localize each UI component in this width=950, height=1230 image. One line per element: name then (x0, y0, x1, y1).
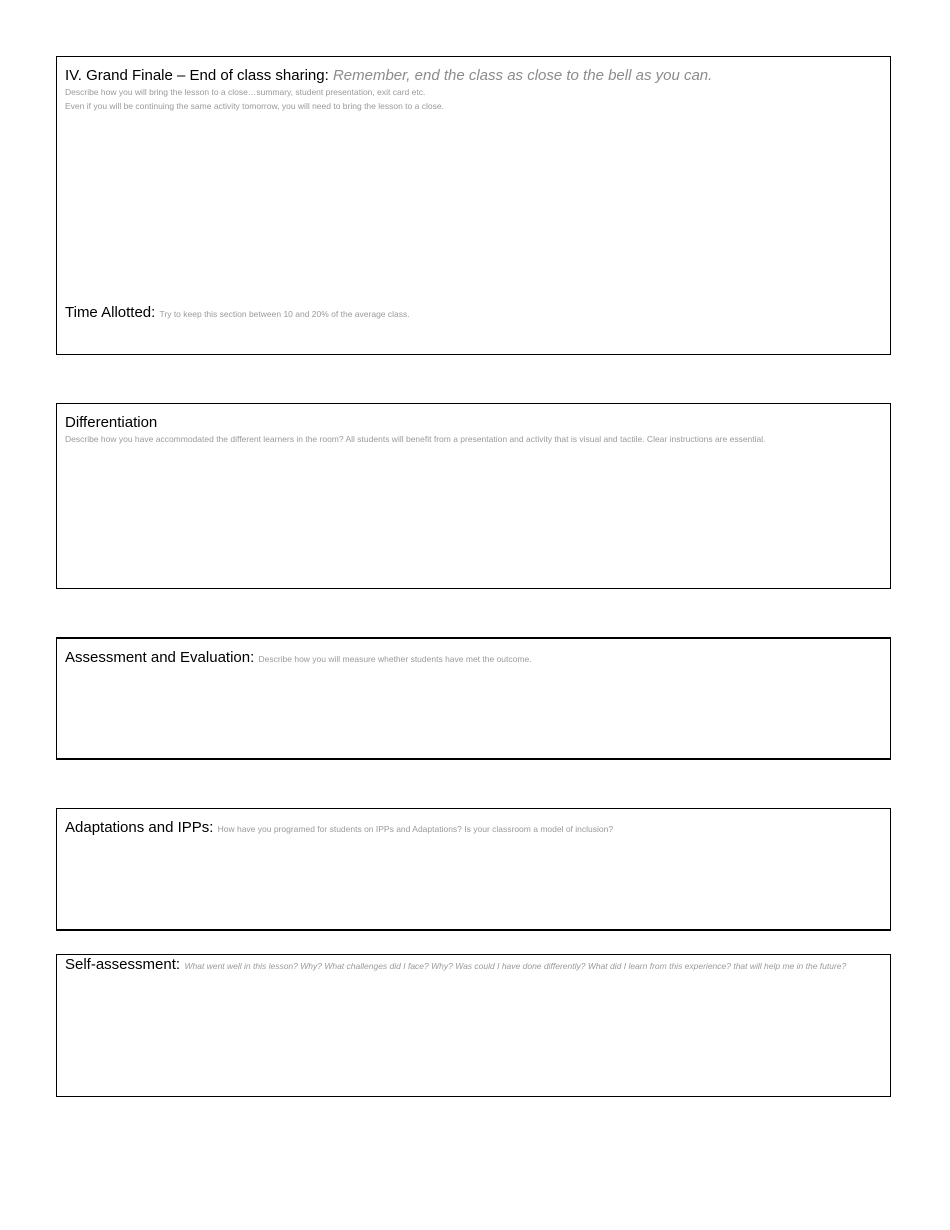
adaptations-heading (65, 819, 613, 837)
assessment-title: Assessment and Evaluation: (65, 649, 255, 666)
self-assessment-note: What went well in this lesson? Why? What challenges did I face? Why? Was could I have done differently? What did I learn from this experience? that will help me in the future? (184, 961, 847, 971)
grand-finale-title-note: Remember, end the class as close to the bell as you can. (332, 67, 713, 84)
grand-finale-description-line-1: Describe how you will bring the lesson to a close…summary, student presentation, exit card etc. (65, 87, 426, 97)
adaptations-title: Adaptations and IPPs: (65, 819, 214, 836)
self-assessment-title: Self-assessment: (65, 956, 181, 973)
differentiation-description: Describe how you have accommodated the different learners in the room? All students will benefit from a presentation and activity that is visual and tactile. Clear instructions are essential. (65, 434, 766, 444)
differentiation-section (56, 403, 891, 589)
grand-finale-description-line-2: Even if you will be continuing the same activity tomorrow, you will need to bring the lesson to a close. (65, 101, 444, 111)
grand-finale-title: IV. Grand Finale – End of class sharing: (65, 67, 329, 84)
adaptations-note: How have you programed for students on IPPs and Adaptations? Is your classroom a model of inclusion? (217, 824, 614, 834)
assessment-note: Describe how you will measure whether students have met the outcome. (258, 654, 532, 664)
assessment-section (56, 637, 891, 760)
time-allotted-label: Time Allotted: (65, 304, 156, 321)
self-assessment-section (56, 954, 891, 1097)
differentiation-title: Differentiation (65, 414, 158, 431)
time-allotted-row (65, 304, 410, 322)
adaptations-section (56, 808, 891, 931)
self-assessment-heading (65, 958, 876, 973)
assessment-heading (65, 649, 532, 667)
grand-finale-heading (65, 67, 712, 85)
time-allotted-note: Try to keep this section between 10 and 20% of the average class. (159, 309, 410, 319)
grand-finale-section (56, 56, 891, 355)
